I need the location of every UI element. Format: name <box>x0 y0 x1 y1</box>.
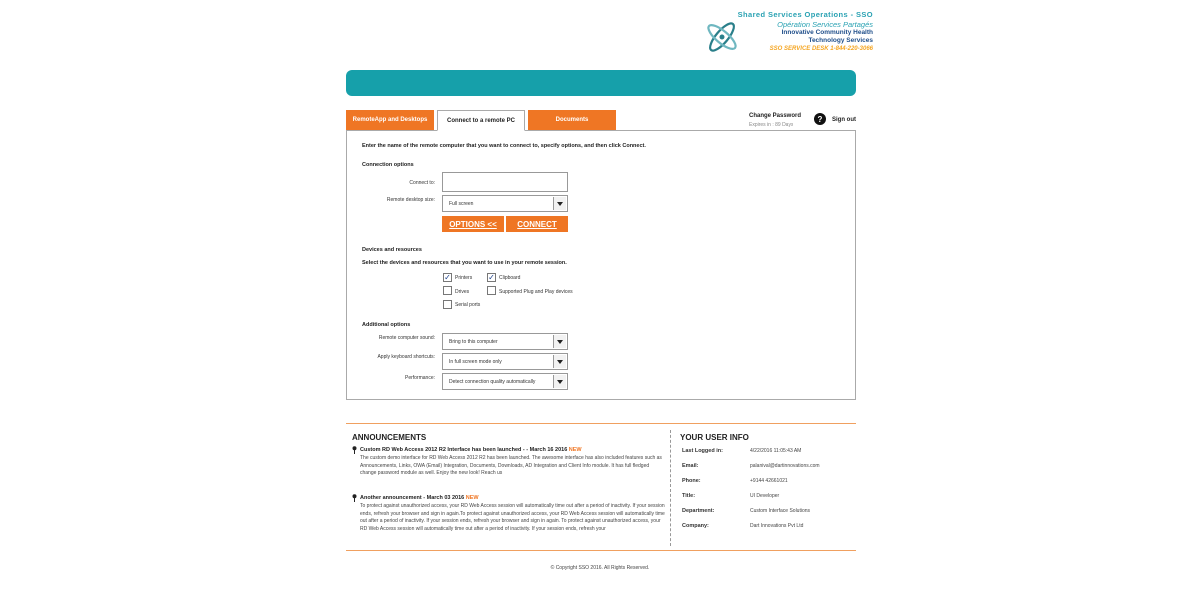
drives-label: Drives <box>455 289 470 295</box>
service-desk-phone: SSO SERVICE DESK 1-844-220-3066 <box>769 46 873 52</box>
title-value: UI Developer <box>750 493 780 499</box>
change-password-link[interactable]: Change Password <box>749 113 802 119</box>
shortcuts-value: In full screen mode only <box>449 358 502 365</box>
clipboard-label: Clipboard <box>499 275 521 281</box>
phone-label: Phone: <box>682 478 701 484</box>
announcement-heading-1 <box>360 447 582 453</box>
connect-to-input[interactable] <box>442 172 568 192</box>
announcement-heading-1-text: Custom RD Web Access 2012 R2 Interface has been launched - - March 16 2016 <box>360 447 568 453</box>
additional-options-heading: Additional options <box>362 322 411 328</box>
company-label: Company: <box>682 523 709 529</box>
title-label: Title: <box>682 493 696 499</box>
devices-intro: Select the devices and resources that you want to use in your remote session. <box>362 260 567 266</box>
user-info-title: YOUR USER INFO <box>680 433 749 442</box>
printers-label: Printers <box>455 275 473 281</box>
shortcuts-label: Apply keyboard shortcuts: <box>377 354 435 360</box>
chevron-down-icon[interactable] <box>553 197 566 210</box>
sound-value: Bring to this computer <box>449 338 498 345</box>
logo-line-3: Innovative Community Health <box>781 29 873 36</box>
connect-to-label: Connect to: <box>409 180 435 186</box>
divider-top <box>346 423 856 424</box>
performance-value: Detect connection quality automatically <box>449 378 536 385</box>
serial-ports-checkbox[interactable] <box>443 300 452 309</box>
new-badge: NEW <box>465 495 479 501</box>
department-value: Custom Interface Solutions <box>750 508 811 514</box>
clipboard-checkbox[interactable]: ✓ <box>488 273 495 282</box>
serial-ports-label: Serial ports <box>455 302 481 308</box>
devices-heading: Devices and resources <box>362 247 422 253</box>
header-bar <box>346 70 856 96</box>
desktop-size-value: Full screen <box>449 200 474 207</box>
tab-connect-remote-pc[interactable]: Connect to a remote PC <box>437 110 525 131</box>
chevron-down-icon[interactable] <box>553 335 566 348</box>
sign-out-link[interactable]: Sign out <box>832 117 856 123</box>
sound-label: Remote computer sound: <box>378 335 435 341</box>
announcements-title: ANNOUNCEMENTS <box>352 433 427 442</box>
department-label: Department: <box>682 508 715 514</box>
chevron-down-icon[interactable] <box>553 355 566 368</box>
chevron-down-icon[interactable] <box>553 375 566 388</box>
pin-icon <box>352 494 357 502</box>
desktop-size-label: Remote desktop size: <box>386 197 435 203</box>
performance-select[interactable] <box>442 373 568 390</box>
options-button[interactable]: OPTIONS << <box>442 216 504 232</box>
drives-checkbox[interactable] <box>443 286 452 295</box>
pin-icon <box>352 446 357 454</box>
email-label: Email: <box>682 463 699 469</box>
sound-select[interactable] <box>442 333 568 350</box>
section-divider <box>670 430 671 546</box>
pnp-devices-checkbox[interactable] <box>487 286 496 295</box>
desktop-size-select[interactable] <box>442 195 568 212</box>
company-value: Dart Innovations Pvt Ltd <box>750 523 804 529</box>
last-logged-value: 4/22/2016 11:05:43 AM <box>750 448 802 454</box>
announcement-heading-2-text: Another announcement - March 03 2016 <box>360 495 465 501</box>
connect-intro: Enter the name of the remote computer that you want to connect to, specify options, and then click Connect. <box>362 143 646 149</box>
connect-panel <box>346 130 856 400</box>
sso-logo <box>703 10 873 62</box>
logo-line-2: Opération Services Partagés <box>777 19 873 29</box>
phone-value: +9144 42661021 <box>750 478 788 484</box>
printers-checkbox[interactable]: ✓ <box>444 273 451 282</box>
logo-text <box>721 10 873 55</box>
connection-options-heading: Connection options <box>362 162 414 168</box>
copyright: © Copyright SSO 2016. All Rights Reserved. <box>550 565 650 571</box>
logo-line-1: Shared Services Operations - SSO <box>737 10 873 19</box>
shortcuts-select[interactable] <box>442 353 568 370</box>
help-icon[interactable]: ? <box>814 113 826 125</box>
announcement-body-2: To protect against unauthorized access, your RD Web Access session will automatically time out after a period of inactivity. If your session ends, refresh your browser and sign in again.To protect against unauthorized access, your RD Web Access session will automatically time out after a period of inactivity. If your session ends, refresh your browser and sign in again. To protect against unauthorized access, your RD Web Access session will automatically time out after a period of inactivity. If your session ends, refresh your <box>360 503 665 532</box>
last-logged-label: Last Logged in: <box>682 448 723 454</box>
connect-button[interactable]: CONNECT <box>506 216 568 232</box>
divider-bottom <box>346 550 856 551</box>
performance-label: Performance: <box>404 375 435 381</box>
announcement-body-1: The custom demo interface for RD Web Access 2012 R2 has been launched. The awesome interface has also included features such as Announcements, Links, OWA (Email) Integration, Documents, Downloads, AD Integration and Client Info module. It has full fledged change password module as well. Enjoy the new look! Reach us <box>360 455 662 476</box>
new-badge: NEW <box>568 447 582 453</box>
announcement-heading-2 <box>360 495 479 501</box>
tab-remoteapp-desktops[interactable]: RemoteApp and Desktops <box>346 110 434 130</box>
logo-line-4: Technology Services <box>808 37 873 44</box>
pnp-devices-label: Supported Plug and Play devices <box>499 289 573 295</box>
email-value: palanival@dartinnovations.com <box>750 463 820 469</box>
tab-documents[interactable]: Documents <box>528 110 616 130</box>
password-expiry-text: Expires in : 89 Days <box>749 122 794 127</box>
